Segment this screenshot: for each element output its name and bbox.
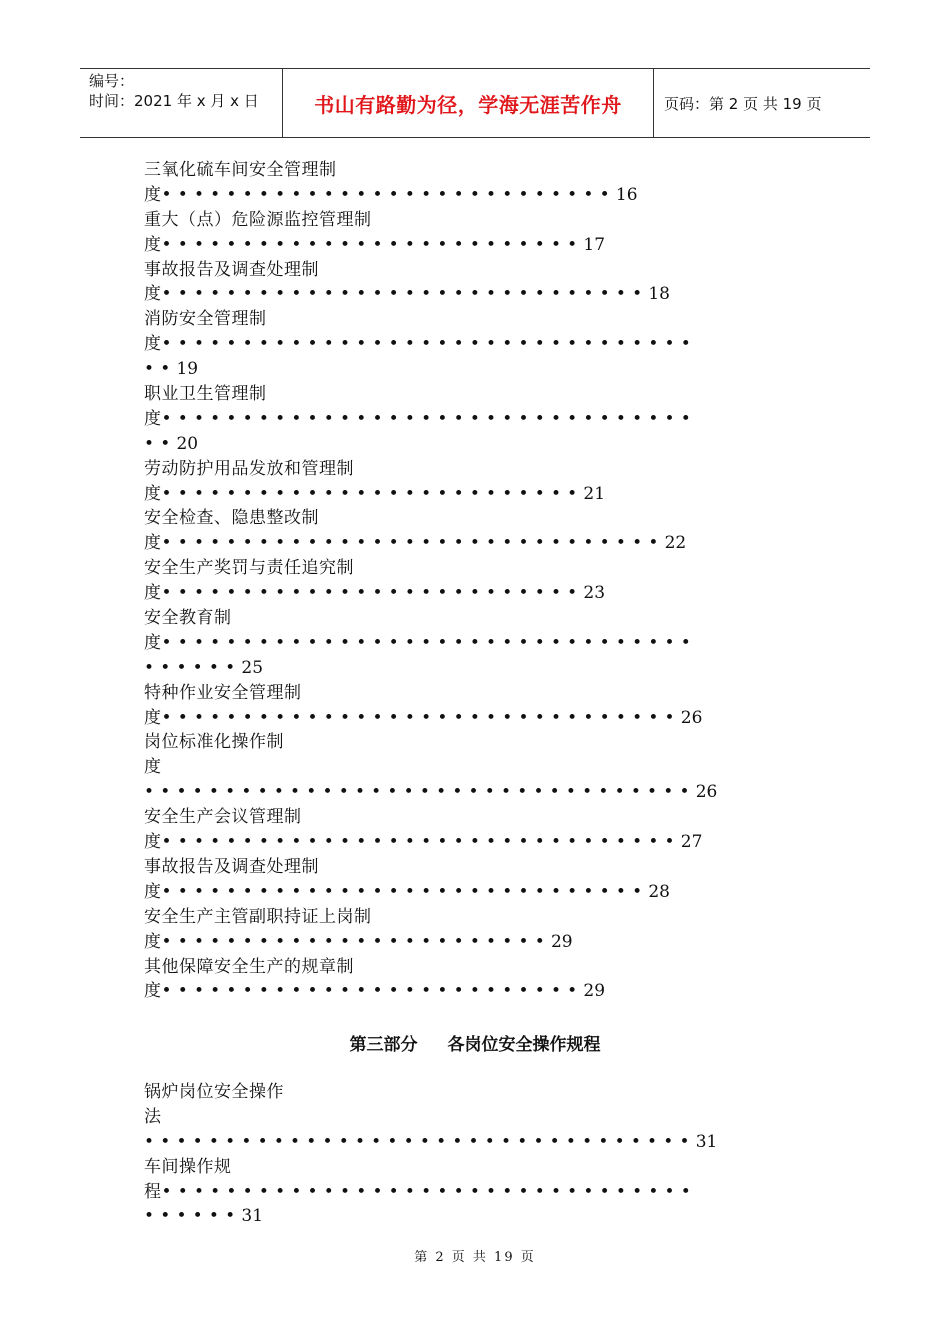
header-meta xyxy=(80,69,282,137)
toc-dot-leader: ••••••••••••••••••••••••••••••••• xyxy=(161,1181,698,1202)
toc-entry-suffix: 度 xyxy=(144,981,162,1002)
table-of-contents-part3 xyxy=(144,1080,804,1229)
toc-page-number: 22 xyxy=(664,533,687,554)
toc-entry-leader xyxy=(144,482,804,507)
toc-entry-leader xyxy=(144,531,804,556)
toc-page-number: 28 xyxy=(648,881,670,902)
toc-entry-suffix: 度 xyxy=(144,583,162,604)
document-number-label: 编号： xyxy=(89,72,135,90)
toc-entry-leader xyxy=(144,1130,804,1155)
toc-dot-leader: •••••••••••••••••••••••••••••••••• xyxy=(144,782,696,803)
toc-entry-suffix: 度 xyxy=(144,184,162,205)
toc-dot-leader: ••••••••••••••••••••••••••••••• xyxy=(161,533,665,554)
toc-entry-leader xyxy=(144,780,804,805)
toc-dot-leader: ••••••••••••••••••••••••••••••••• xyxy=(161,334,698,355)
toc-entry-leader xyxy=(144,183,804,208)
toc-entry-leader xyxy=(144,880,804,905)
toc-entry-title: 安全生产奖罚与责任追究制 xyxy=(144,558,354,579)
toc-entry-title: 特种作业安全管理制 xyxy=(144,682,302,703)
toc-page-number: 18 xyxy=(648,284,670,305)
toc-entry-leader xyxy=(144,357,804,382)
toc-entry-leader xyxy=(144,930,804,955)
toc-page-number: 26 xyxy=(695,782,718,803)
toc-entry-leader xyxy=(144,979,804,1004)
toc-dot-leader: •••••••••••••••••••••••••••••••• xyxy=(161,707,681,728)
toc-page-number: 16 xyxy=(615,184,638,205)
toc-entry-title: 事故报告及调查处理制 xyxy=(144,259,319,280)
toc-entry-leader xyxy=(144,1105,804,1130)
document-date: 时间：2021 年 x 月 x 日 xyxy=(89,92,259,110)
toc-page-number: 17 xyxy=(583,234,606,255)
toc-entry-title: 三氧化硫车间安全管理制 xyxy=(144,160,337,180)
toc-dot-leader: •• xyxy=(144,433,177,454)
toc-entry-leader xyxy=(144,332,804,357)
toc-entry-suffix: 度 xyxy=(144,334,162,355)
toc-page-number: 21 xyxy=(583,483,606,504)
toc-page-number: 29 xyxy=(583,981,606,1002)
toc-page-number: 26 xyxy=(680,707,703,728)
toc-entry-suffix: 度 xyxy=(144,881,162,902)
toc-page-number: 20 xyxy=(176,433,199,454)
toc-entry-title: 安全生产会议管理制 xyxy=(144,807,302,828)
toc-dot-leader: •••••••••••••••••••••••••••••••• xyxy=(161,832,681,853)
toc-entry-leader xyxy=(144,631,804,656)
section-title: 各岗位安全操作规程 xyxy=(447,1035,601,1055)
section-part: 第三部分 xyxy=(349,1035,418,1055)
toc-dot-leader: •••••• xyxy=(144,657,242,678)
toc-entry-leader xyxy=(144,830,804,855)
toc-entry-leader xyxy=(144,233,804,258)
toc-dot-leader: ••••••••••••••••••••••••••••••••• xyxy=(161,632,698,653)
toc-entry-title: 岗位标准化操作制 xyxy=(144,732,284,753)
toc-entry-leader xyxy=(144,432,804,457)
toc-entry-title: 其他保障安全生产的规章制 xyxy=(144,956,354,977)
toc-entry-leader xyxy=(144,706,804,731)
page-footer: 第 2 页 共 19 页 xyxy=(414,1250,536,1265)
toc-dot-leader: •••••••••••••••••••••••••••••• xyxy=(161,881,649,902)
toc-entry-suffix: 程 xyxy=(144,1181,162,1202)
toc-dot-leader: •••••••••••••••••••••••••••••••••• xyxy=(144,1131,696,1152)
toc-entry-leader xyxy=(144,755,804,780)
toc-entry-suffix: 度 xyxy=(144,234,162,255)
toc-page-number: 29 xyxy=(550,931,573,952)
header-motto: 书山有路勤为径，学海无涯苦作舟 xyxy=(282,69,654,137)
toc-entry-title: 安全检查、隐患整改制 xyxy=(144,508,319,529)
toc-dot-leader: •••••••••••••••••••••••••• xyxy=(161,981,584,1002)
toc-dot-leader: •••••••••••••••••••••••••••••• xyxy=(161,284,649,305)
toc-entry-suffix: 度 xyxy=(144,707,162,728)
table-of-contents xyxy=(144,158,804,1004)
toc-entry-leader xyxy=(144,407,804,432)
toc-entry-suffix: 度 xyxy=(144,931,162,952)
toc-entry-leader xyxy=(144,282,804,307)
toc-entry-suffix: 度 xyxy=(144,757,162,778)
toc-dot-leader: •••••••••••••••••••••••••• xyxy=(161,234,584,255)
toc-entry-suffix: 度 xyxy=(144,632,162,653)
toc-dot-leader: •••••••••••••••••••••••• xyxy=(161,931,551,952)
toc-entry-leader xyxy=(144,581,804,606)
page-header xyxy=(80,68,870,138)
toc-page-number: 31 xyxy=(695,1131,718,1152)
toc-entry-title: 事故报告及调查处理制 xyxy=(144,856,319,877)
toc-entry-title: 锅炉岗位安全操作 xyxy=(144,1082,284,1102)
toc-entry-title: 消防安全管理制 xyxy=(144,309,267,330)
toc-entry-suffix: 度 xyxy=(144,832,162,853)
section-heading xyxy=(0,1030,950,1055)
toc-page-number: 25 xyxy=(241,657,264,678)
toc-dot-leader: ••••••••••••••••••••••••••••••••• xyxy=(161,408,698,429)
toc-entry-leader xyxy=(144,1180,804,1205)
toc-page-number: 23 xyxy=(583,583,606,604)
toc-dot-leader: •••••• xyxy=(144,1206,242,1227)
toc-entry-title: 职业卫生管理制 xyxy=(144,384,267,405)
toc-page-number: 19 xyxy=(176,359,199,380)
toc-entry-leader xyxy=(144,1204,804,1229)
toc-entry-title: 车间操作规 xyxy=(144,1156,232,1177)
toc-dot-leader: •••••••••••••••••••••••••• xyxy=(161,483,584,504)
toc-page-number: 31 xyxy=(241,1206,264,1227)
toc-entry-leader xyxy=(144,656,804,681)
toc-entry-suffix: 度 xyxy=(144,408,162,429)
toc-dot-leader: •••••••••••••••••••••••••••• xyxy=(161,184,616,205)
toc-entry-suffix: 法 xyxy=(144,1106,162,1127)
toc-entry-suffix: 度 xyxy=(144,284,162,305)
toc-entry-suffix: 度 xyxy=(144,533,162,554)
toc-dot-leader: •••••••••••••••••••••••••• xyxy=(161,583,584,604)
toc-entry-title: 安全教育制 xyxy=(144,608,232,629)
toc-entry-suffix: 度 xyxy=(144,483,162,504)
header-page-info: 页码：第 2 页 共 19 页 xyxy=(664,94,822,113)
toc-entry-title: 劳动防护用品发放和管理制 xyxy=(144,458,354,479)
toc-entry-title: 安全生产主管副职持证上岗制 xyxy=(144,906,372,927)
toc-page-number: 27 xyxy=(680,832,703,853)
toc-dot-leader: •• xyxy=(144,359,177,380)
toc-entry-title: 重大（点）危险源监控管理制 xyxy=(144,209,372,230)
